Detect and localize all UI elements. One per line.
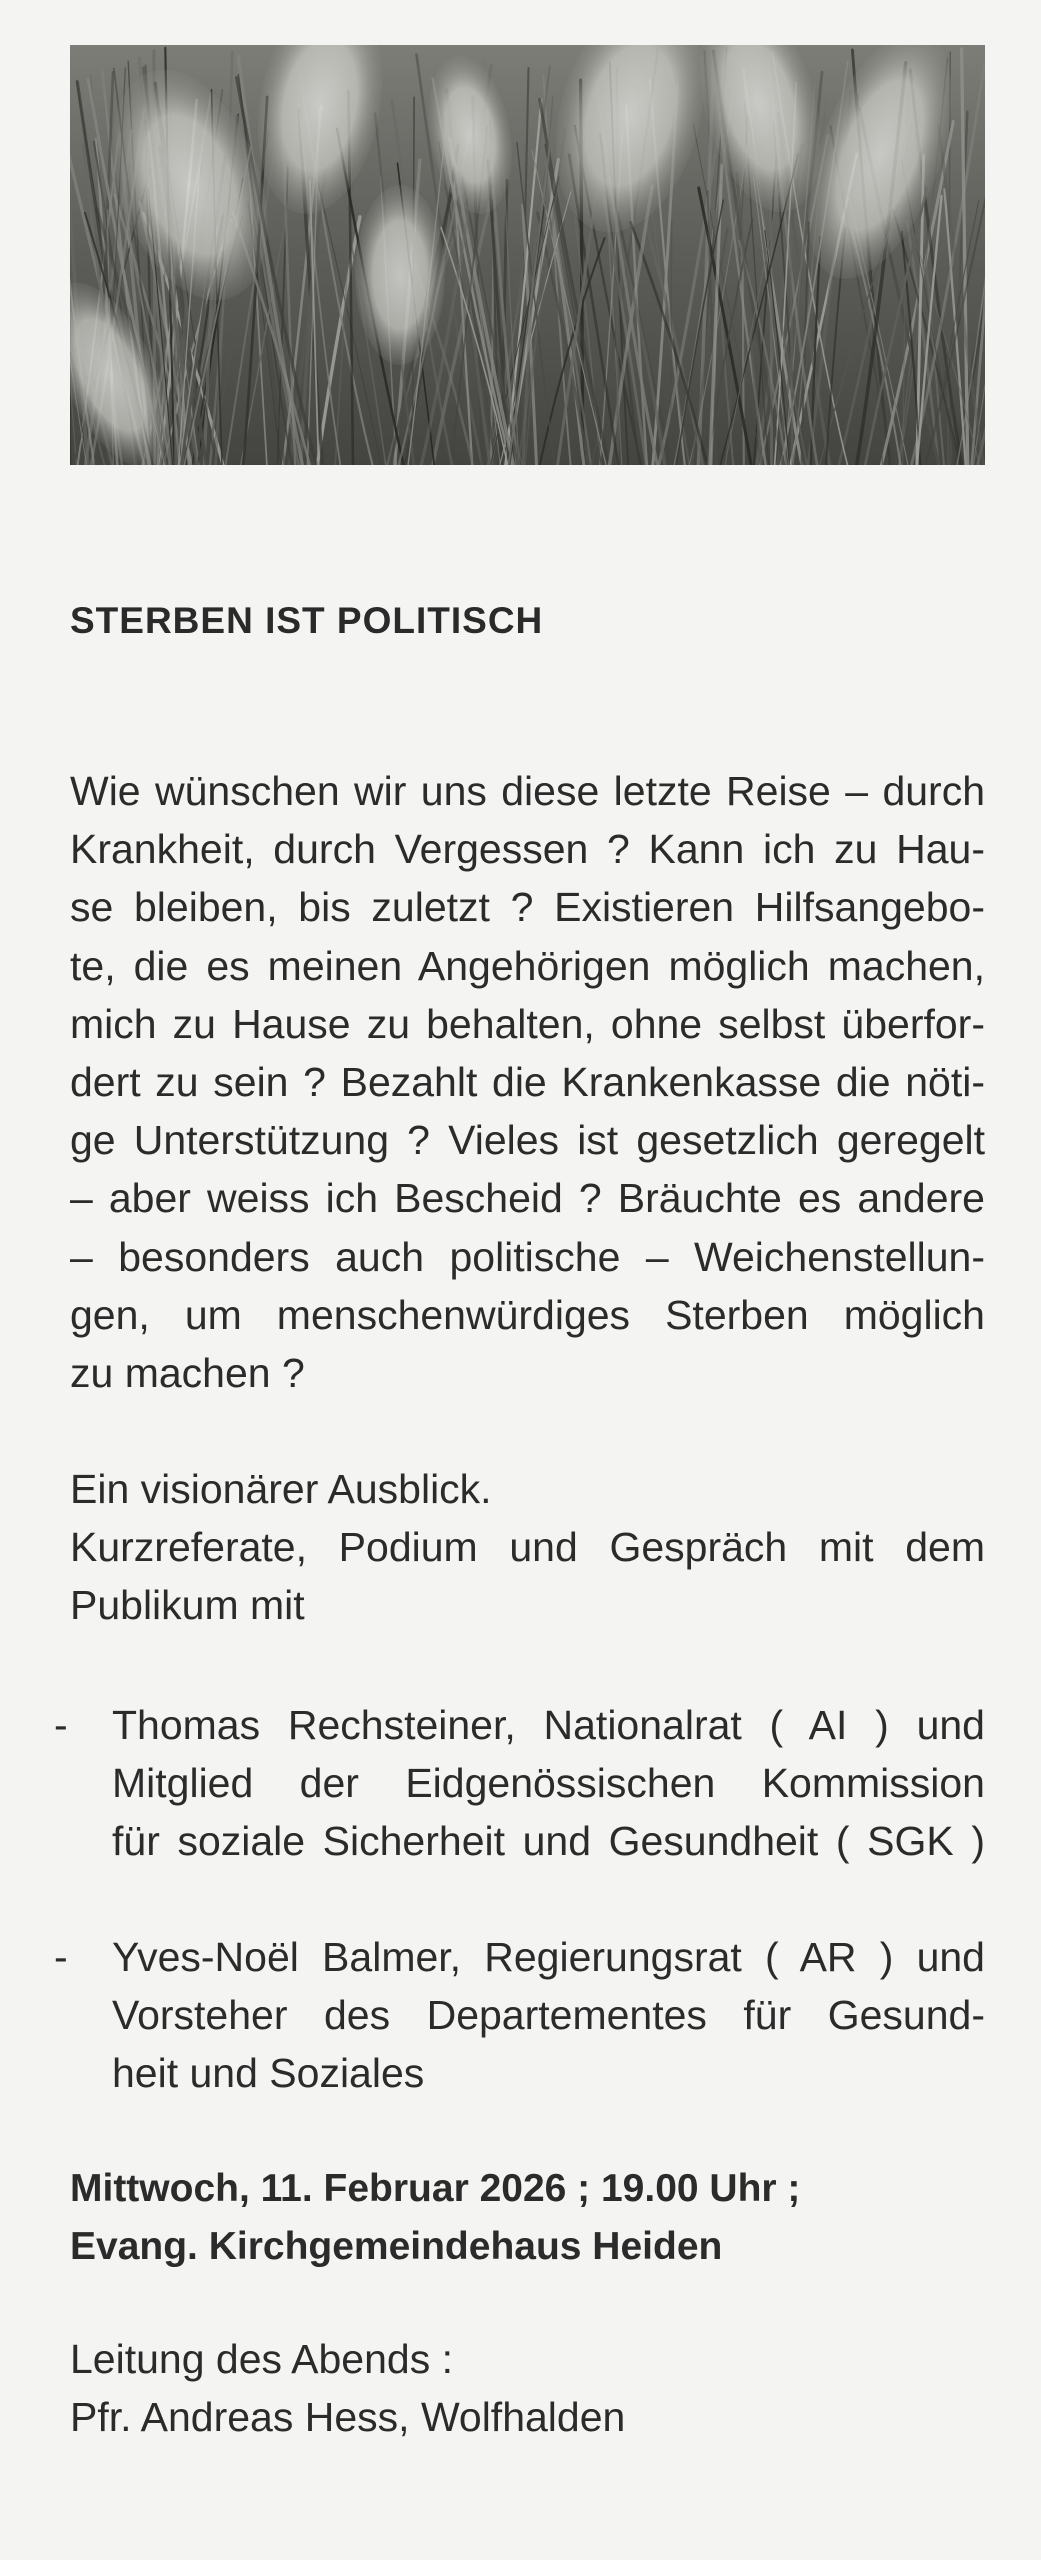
outlook-paragraph <box>70 1460 985 1634</box>
intro-line: se bleiben, bis zuletzt ? Existieren Hilfsangebo- <box>70 884 985 931</box>
intro-line: zu machen ? <box>70 1350 305 1397</box>
flyer-content <box>54 600 985 2446</box>
list-item <box>54 1928 985 2102</box>
pampas-grass-photo <box>70 45 985 465</box>
speaker-line: Yves-Noël Balmer, Regierungsrat ( AR ) und <box>112 1934 985 1981</box>
outlook-line: Publikum mit <box>70 1582 305 1629</box>
speaker-line: heit und Soziales <box>112 2050 425 2097</box>
list-dash: - <box>54 1702 68 1749</box>
speaker-line: Vorsteher des Departementes für Gesund- <box>112 1992 985 2039</box>
event-venue: Evang. Kirchgemeindehaus Heiden <box>70 2225 723 2269</box>
speaker-line: Thomas Rechsteiner, Nationalrat ( AI ) und <box>112 1702 985 1749</box>
event-date: Mittwoch, 11. Februar 2026 ; 19.00 Uhr ; <box>70 2167 801 2211</box>
speaker-line: Mitglied der Eidgenössischen Kommission <box>112 1760 985 1807</box>
list-item <box>54 1696 985 1870</box>
speaker-line: für soziale Sicherheit und Gesundheit ( SGK ) <box>112 1818 985 1865</box>
event-leader <box>70 2330 985 2446</box>
outlook-line: Ein visionärer Ausblick. <box>70 1466 492 1513</box>
list-dash: - <box>54 1934 68 1981</box>
intro-line: gen, um menschenwürdiges Sterben möglich <box>70 1291 985 1338</box>
page-title: STERBEN IST POLITISCH <box>70 600 544 641</box>
intro-paragraph <box>70 762 985 1402</box>
intro-line: – besonders auch politische – Weichenstellun- <box>70 1233 985 1280</box>
intro-line: dert zu sein ? Bezahlt die Krankenkasse die nöti- <box>70 1059 985 1106</box>
outlook-line: Kurzreferate, Podium und Gespräch mit dem <box>70 1524 985 1571</box>
intro-line: Krankheit, durch Vergessen ? Kann ich zu Hau- <box>70 826 985 873</box>
intro-line: mich zu Hause zu behalten, ohne selbst überfor- <box>70 1000 985 1047</box>
leader-label: Leitung des Abends : <box>70 2336 453 2383</box>
event-details <box>70 2160 985 2276</box>
intro-line: – aber weiss ich Bescheid ? Bräuchte es andere <box>70 1175 985 1222</box>
intro-line: te, die es meinen Angehörigen möglich machen, <box>70 942 985 989</box>
intro-line: Wie wünschen wir uns diese letzte Reise – durch <box>70 768 985 814</box>
intro-line: ge Unterstützung ? Vieles ist gesetzlich geregelt <box>70 1117 985 1164</box>
leader-name: Pfr. Andreas Hess, Wolfhalden <box>70 2394 626 2441</box>
speaker-list <box>54 1696 985 2102</box>
